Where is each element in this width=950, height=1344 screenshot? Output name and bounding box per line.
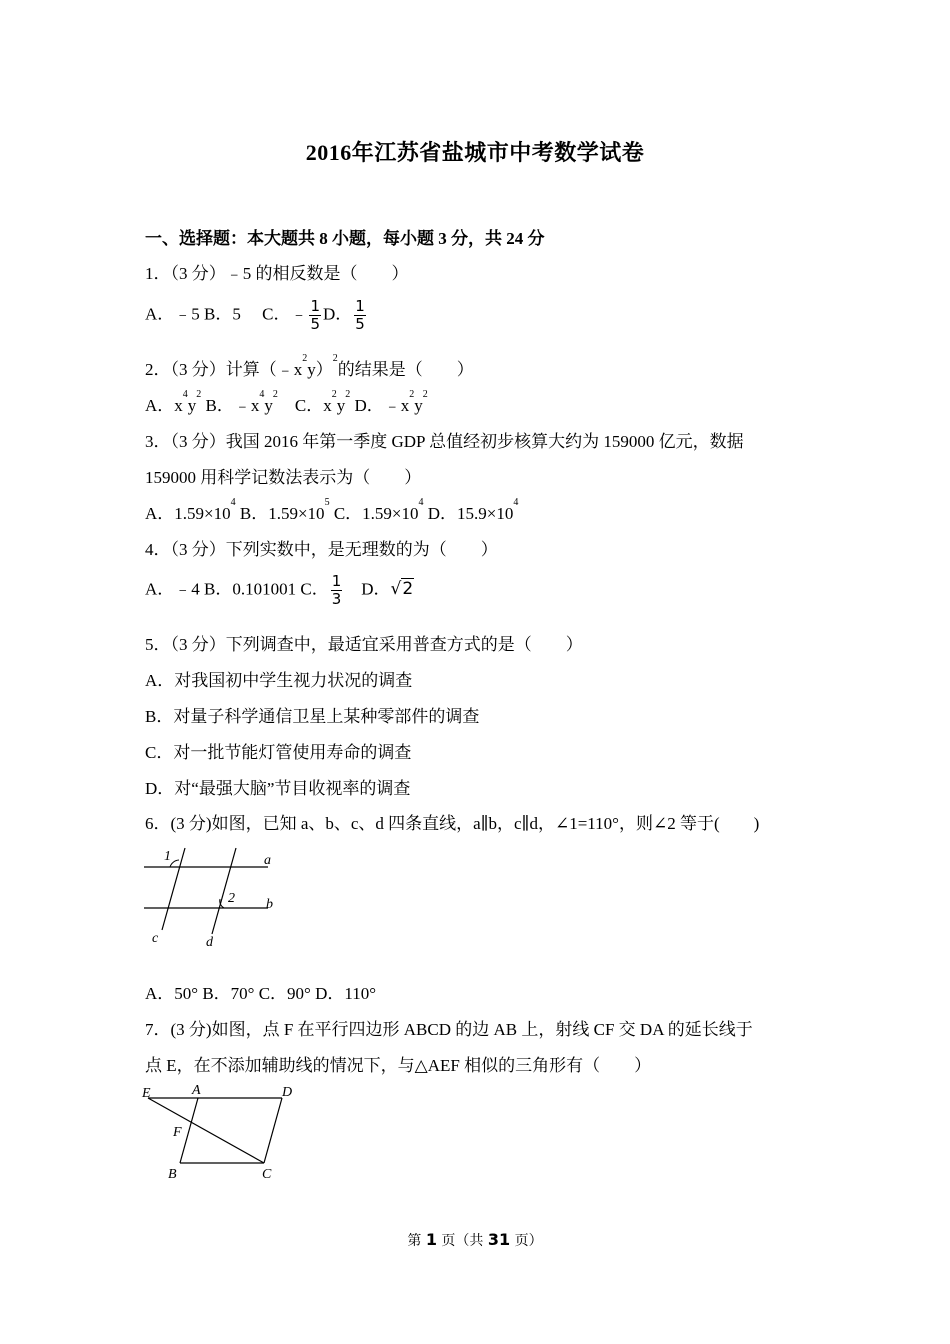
radicand: 2 <box>402 579 414 600</box>
question-3-options <box>145 499 518 524</box>
q1-option-d: D． <box>323 304 353 324</box>
q2-option-a: y <box>187 396 197 415</box>
q2-option-b: y <box>264 396 273 415</box>
point-e-label: E <box>142 1086 151 1101</box>
fraction-one-third <box>331 573 343 608</box>
question-5-option-d: D．对“最强大脑”节目收视率的调查 <box>145 779 411 798</box>
parallelogram-diagram <box>140 1080 310 1182</box>
line-d-label: d <box>206 935 213 950</box>
question-5-option-b: B．对量子科学通信卫星上某种零部件的调查 <box>145 707 480 726</box>
superscript: 2 <box>302 353 308 364</box>
frac-numerator: 1 <box>355 297 365 315</box>
parallel-lines-figure <box>140 842 290 954</box>
question-6-options: A．50° B．70° C．90° D．110° <box>145 984 377 1003</box>
superscript: 4 <box>418 497 424 508</box>
q4-option-d: D． <box>344 579 391 599</box>
superscript: 4 <box>182 389 188 400</box>
line-b-label: b <box>266 897 273 912</box>
footer-text: 页） <box>510 1233 543 1249</box>
q3-option-c: C．1.59×10 <box>329 504 419 523</box>
sqrt-icon: √ <box>390 579 402 600</box>
superscript: 2 <box>409 389 415 400</box>
superscript: 2 <box>345 389 351 400</box>
question-5-option-a: A．对我国初中学生视力状况的调查 <box>145 671 413 690</box>
question-2-options <box>145 391 428 416</box>
page-title: 2016年江苏省盐城市中考数学试卷 <box>305 140 645 165</box>
total-pages: 31 <box>487 1230 511 1249</box>
question-5-stem: 5．（3 分）下列调查中，最适宜采用普查方式的是（ ） <box>145 635 583 654</box>
question-4-options <box>145 573 414 608</box>
q2-option-a: A．x <box>145 396 183 415</box>
parallel-lines-diagram <box>140 842 290 954</box>
q4-option-abc: A．﹣4 B．0.101001 C． <box>145 579 329 599</box>
q3-option-b: B．1.59×10 <box>235 504 325 523</box>
parallelogram-figure <box>140 1080 310 1182</box>
fraction-one-fifth <box>309 298 321 333</box>
superscript: 4 <box>230 497 236 508</box>
question-4-stem: 4．（3 分）下列实数中，是无理数的为（ ） <box>145 540 498 559</box>
point-a-label: A <box>192 1083 201 1098</box>
q2-option-c: y <box>336 396 346 415</box>
page-footer <box>0 1230 950 1250</box>
question-1-options <box>145 298 368 333</box>
section-heading: 一、选择题：本大题共 8 小题，每小题 3 分，共 24 分 <box>145 229 545 248</box>
q2-option-c: C．x <box>277 396 332 415</box>
frac-numerator: 1 <box>310 297 321 315</box>
frac-numerator: 1 <box>331 572 342 590</box>
angle-2-label: 2 <box>228 891 235 906</box>
superscript: 2 <box>196 389 202 400</box>
q1-option-abc: A．﹣5 B．5 C．﹣ <box>145 304 308 324</box>
point-b-label: B <box>168 1167 177 1182</box>
superscript: 2 <box>422 389 428 400</box>
frac-denominator: 3 <box>331 590 342 608</box>
frac-denominator: 5 <box>310 315 321 333</box>
q3-option-d: D．15.9×10 <box>423 504 514 523</box>
superscript: 2 <box>332 353 338 364</box>
point-f-label: F <box>173 1125 182 1140</box>
superscript: 4 <box>259 389 265 400</box>
angle-1-label: 1 <box>164 849 171 864</box>
line-c-label: c <box>152 931 159 946</box>
point-c-label: C <box>262 1167 272 1182</box>
question-6-stem: 6．(3 分)如图，已知 a、b、c、d 四条直线，a∥b，c∥d，∠1=110°，则∠2 等于( ) <box>145 814 760 833</box>
superscript: 5 <box>324 497 330 508</box>
q2-stem-part: 2．（3 分）计算（﹣x <box>145 360 303 379</box>
question-3-stem-line1: 3．（3 分）我国 2016 年第一季度 GDP 总值经初步核算大约为 159000 亿元，数据 <box>145 432 744 451</box>
question-3-stem-line2: 159000 用科学记数法表示为（ ） <box>145 468 422 487</box>
question-5-option-c: C．对一批节能灯管使用寿命的调查 <box>145 743 412 762</box>
point-d-label: D <box>282 1085 293 1100</box>
frac-denominator: 5 <box>355 315 365 333</box>
superscript: 2 <box>331 389 337 400</box>
q2-stem-part: 的结果是（ ） <box>337 360 474 379</box>
fraction-one-fifth <box>354 298 366 333</box>
question-7-stem-line2: 点 E，在不添加辅助线的情况下，与△AEF 相似的三角形有（ ） <box>145 1056 652 1075</box>
question-1-stem: 1．（3 分）﹣5 的相反数是（ ） <box>145 264 409 283</box>
sqrt-two <box>391 579 415 599</box>
page-number: 1 <box>425 1230 437 1249</box>
question-2-stem <box>145 355 474 380</box>
q2-option-d: y <box>414 396 423 415</box>
superscript: 2 <box>272 389 278 400</box>
line-a-label: a <box>264 853 271 868</box>
q2-stem-part: y） <box>307 360 333 379</box>
q2-option-b: B．﹣x <box>201 396 260 415</box>
q3-option-a: A．1.59×10 <box>145 504 231 523</box>
question-7-stem-line1: 7．(3 分)如图，点 F 在平行四边形 ABCD 的边 AB 上，射线 CF 交 DA 的延长线于 <box>145 1020 753 1039</box>
q2-option-d: D．﹣x <box>350 396 410 415</box>
footer-text: 页（共 <box>436 1233 488 1249</box>
footer-text: 第 <box>407 1233 426 1249</box>
superscript: 4 <box>513 497 519 508</box>
